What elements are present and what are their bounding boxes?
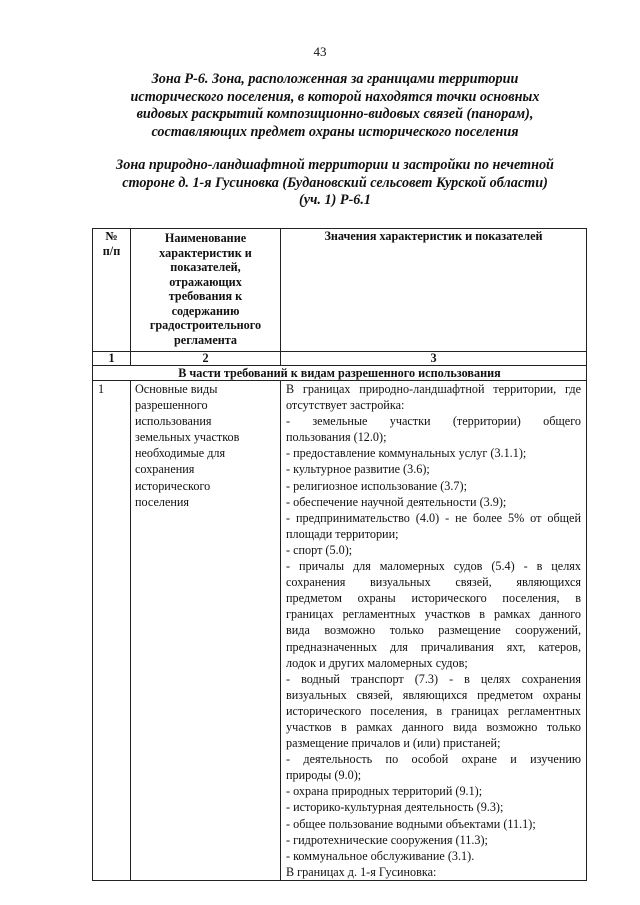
zone-heading-line: исторического поселения, в которой находятся точки основных <box>130 88 540 105</box>
header-num-line: п/п <box>102 243 121 258</box>
value-line: - гидротехнические сооружения (11.3); <box>286 832 488 847</box>
value-line: - предпринимательство (4.0) - не более 5% от общей <box>286 510 581 525</box>
value-line: предназначенных для причаливания яхт, катеров, <box>286 639 581 654</box>
zone-heading-line: составляющих предмет охраны исторического поселения <box>151 123 519 140</box>
header-values-cell: Значения характеристик и показателей <box>281 229 587 352</box>
value-line: отсутствует застройка: <box>286 398 405 413</box>
header-name-line: Наименование <box>164 231 247 245</box>
value-line: - земельные участки (территории) общего <box>286 414 581 429</box>
header-name-line: отражающих <box>169 274 242 289</box>
column-index-cell: 2 <box>131 352 281 366</box>
value-line: пользования (12.0); <box>286 430 387 445</box>
row-values-cell <box>281 381 587 881</box>
zone-heading-line: видовых раскрытий композиционно-видовых связей (панорам), <box>136 106 534 122</box>
value-line: сохранения визуальных связей, являющихся <box>286 575 581 590</box>
value-line: - общее пользование водными объектами (11.1); <box>286 816 536 831</box>
value-line: В границах природно-ландшафтной территории, где <box>286 382 581 396</box>
header-num-line: № <box>105 229 118 243</box>
header-name-line: градостроительного <box>149 318 262 332</box>
row-name-line: исторического <box>135 478 211 493</box>
value-line: - религиозное использование (3.7); <box>286 478 467 493</box>
value-line: лодок и других маломерных судов; <box>286 655 468 670</box>
header-num-cell <box>93 229 131 352</box>
value-line: - причалы для маломерных судов (5.4) - в целях <box>286 559 581 574</box>
value-line: визуальных связей, являющихся предметом охраны <box>286 687 581 702</box>
section-title: В части требований к видам разрешенного использования <box>93 366 587 381</box>
value-line: - предоставление коммунальных услуг (3.1.1); <box>286 446 527 461</box>
column-index-cell: 1 <box>93 352 131 366</box>
value-line: площади территории; <box>286 526 399 541</box>
row-name-line: Основные виды <box>135 382 218 396</box>
value-line: - деятельность по особой охране и изучению <box>286 752 581 767</box>
value-line: В границах д. 1-я Гусиновка: <box>286 864 437 879</box>
page-number: 43 <box>313 44 327 59</box>
subzone-heading-line: стороне д. 1-я Гусиновка (Будановский сельсовет Курской области) <box>122 174 548 191</box>
section-row <box>93 366 587 381</box>
value-line: участков в рамках данного вида возможно только <box>286 719 581 734</box>
row-number: 1 <box>93 381 131 881</box>
value-line: - коммунальное обслуживание (3.1). <box>286 848 475 863</box>
zone-heading <box>100 71 570 141</box>
value-line: - охрана природных территорий (9.1); <box>286 784 483 799</box>
row-name-line: земельных участков <box>135 430 240 445</box>
value-line: - обеспечение научной деятельности (3.9); <box>286 494 507 509</box>
subzone-heading-line: (уч. 1) Р-6.1 <box>298 192 372 208</box>
table-header-row <box>93 229 587 352</box>
header-name-line: характеристик и <box>159 245 252 260</box>
row-name-line: поселения <box>135 494 190 509</box>
subzone-heading-line: Зона природно-ландшафтной территории и застройки по нечетной <box>116 157 554 173</box>
value-line: - спорт (5.0); <box>286 542 353 557</box>
value-line: природы (9.0); <box>286 768 362 783</box>
value-line: границах регламентных участков в рамках данного <box>286 607 581 622</box>
column-index-cell: 3 <box>281 352 587 366</box>
value-line: - водный транспорт (7.3) - в целях сохранения <box>286 671 581 686</box>
row-name-cell <box>131 381 281 881</box>
row-name-line: разрешенного <box>135 398 208 413</box>
value-line: размещение причалов и (или) пристаней; <box>286 736 501 751</box>
table-row <box>93 381 587 881</box>
header-name-cell <box>131 229 281 352</box>
row-name-line: сохранения <box>135 462 195 477</box>
value-line: - культурное развитие (3.6); <box>286 462 430 477</box>
regulation-table <box>92 228 587 881</box>
subzone-heading <box>100 157 570 210</box>
header-name-line: содержанию <box>171 303 240 318</box>
column-index-row <box>93 352 587 366</box>
value-line: - историко-культурная деятельность (9.3); <box>286 800 504 815</box>
header-name-line: регламента <box>174 332 237 347</box>
value-line: предметом охраны исторического поселения, в <box>286 591 581 606</box>
row-name-line: использования <box>135 414 212 429</box>
header-name-line: показателей, <box>170 260 241 274</box>
value-line: исторического поселения, в границах регламентных <box>286 703 581 718</box>
row-name-line: необходимые для <box>135 446 226 461</box>
header-name-line: требования к <box>168 289 243 303</box>
value-line: вида возможно только размещение сооружений, <box>286 623 581 638</box>
zone-heading-line: Зона Р-6. Зона, расположенная за границами территории <box>151 71 519 87</box>
